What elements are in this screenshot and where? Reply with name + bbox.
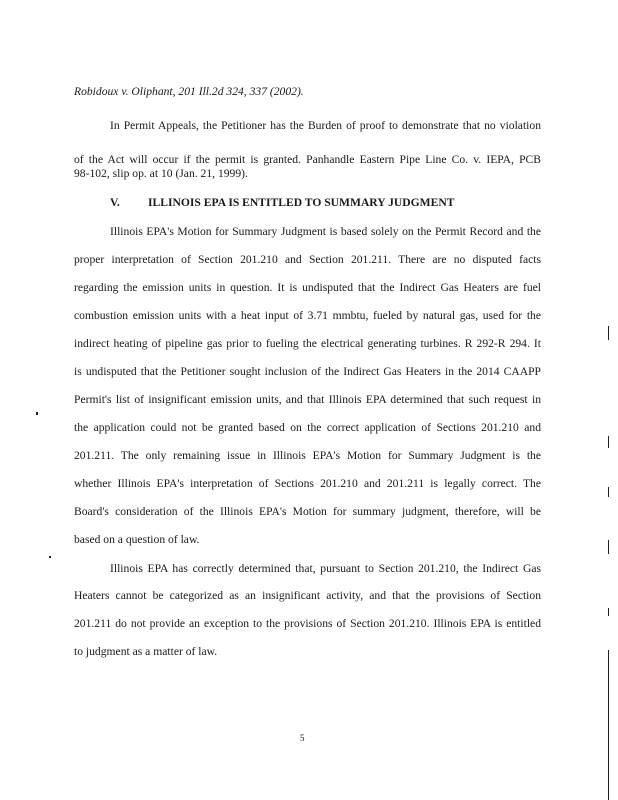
paragraph-line: indirect heating of pipeline gas prior to fueling the electrical generating turbines. R 292-R 294. It — [74, 337, 541, 350]
margin-mark — [608, 326, 609, 340]
paragraph-line: In Permit Appeals, the Petitioner has the Burden of proof to demonstrate that no violation — [110, 119, 541, 132]
margin-mark — [608, 650, 609, 800]
paragraph-line: based on a question of law. — [74, 533, 200, 546]
paragraph-line: to judgment as a matter of law. — [74, 645, 218, 658]
paragraph-line: 201.211 do not provide an exception to the provisions of Section 201.210. Illinois EPA is entitled — [74, 617, 541, 630]
section-number: V. — [110, 196, 120, 209]
paragraph-line: Permit's list of insignificant emission units, and that Illinois EPA determined that such request in — [74, 393, 541, 406]
case-citation: Robidoux v. Oliphant, 201 Ill.2d 324, 337 (2002). — [74, 85, 304, 98]
paragraph-line: proper interpretation of Section 201.210 and Section 201.211. There are no disputed facts — [74, 253, 541, 266]
paragraph-line: of the Act will occur if the permit is granted. Panhandle Eastern Pipe Line Co. v. IEPA, PCB — [74, 153, 541, 166]
paragraph-line: is undisputed that the Petitioner sought inclusion of the Indirect Gas Heaters in the 2014 CAAPP — [74, 365, 541, 378]
margin-mark — [608, 487, 609, 497]
paragraph-line: Board's consideration of the Illinois EPA's Motion for summary judgment, therefore, will be — [74, 505, 541, 518]
paragraph-line: combustion emission units with a heat input of 3.71 mmbtu, fueled by natural gas, used for the — [74, 309, 541, 322]
paragraph-line: 98-102, slip op. at 10 (Jan. 21, 1999). — [74, 167, 248, 180]
margin-dot — [49, 556, 51, 558]
paragraph-line: Illinois EPA's Motion for Summary Judgment is based solely on the Permit Record and the — [110, 225, 541, 238]
margin-mark — [608, 608, 609, 616]
paragraph-line: 201.211. The only remaining issue in Illinois EPA's Motion for Summary Judgment is the — [74, 449, 541, 462]
citation-line — [74, 85, 541, 99]
section-heading: ILLINOIS EPA IS ENTITLED TO SUMMARY JUDGMENT — [148, 196, 455, 209]
paragraph-line: the application could not be granted based on the correct application of Sections 201.210 and — [74, 421, 541, 434]
page-number: 5 — [300, 733, 305, 743]
margin-mark — [608, 540, 609, 554]
paragraph-line: regarding the emission units in question. It is undisputed that the Indirect Gas Heaters are fuel — [74, 281, 541, 294]
margin-mark — [608, 436, 609, 448]
margin-dot — [36, 412, 38, 415]
paragraph-line: whether Illinois EPA's interpretation of Sections 201.210 and 201.211 is legally correct. The — [74, 477, 541, 490]
paragraph-line: Heaters cannot be categorized as an insignificant activity, and that the provisions of Section — [74, 589, 541, 602]
paragraph-line: Illinois EPA has correctly determined that, pursuant to Section 201.210, the Indirect Gas — [110, 562, 541, 575]
